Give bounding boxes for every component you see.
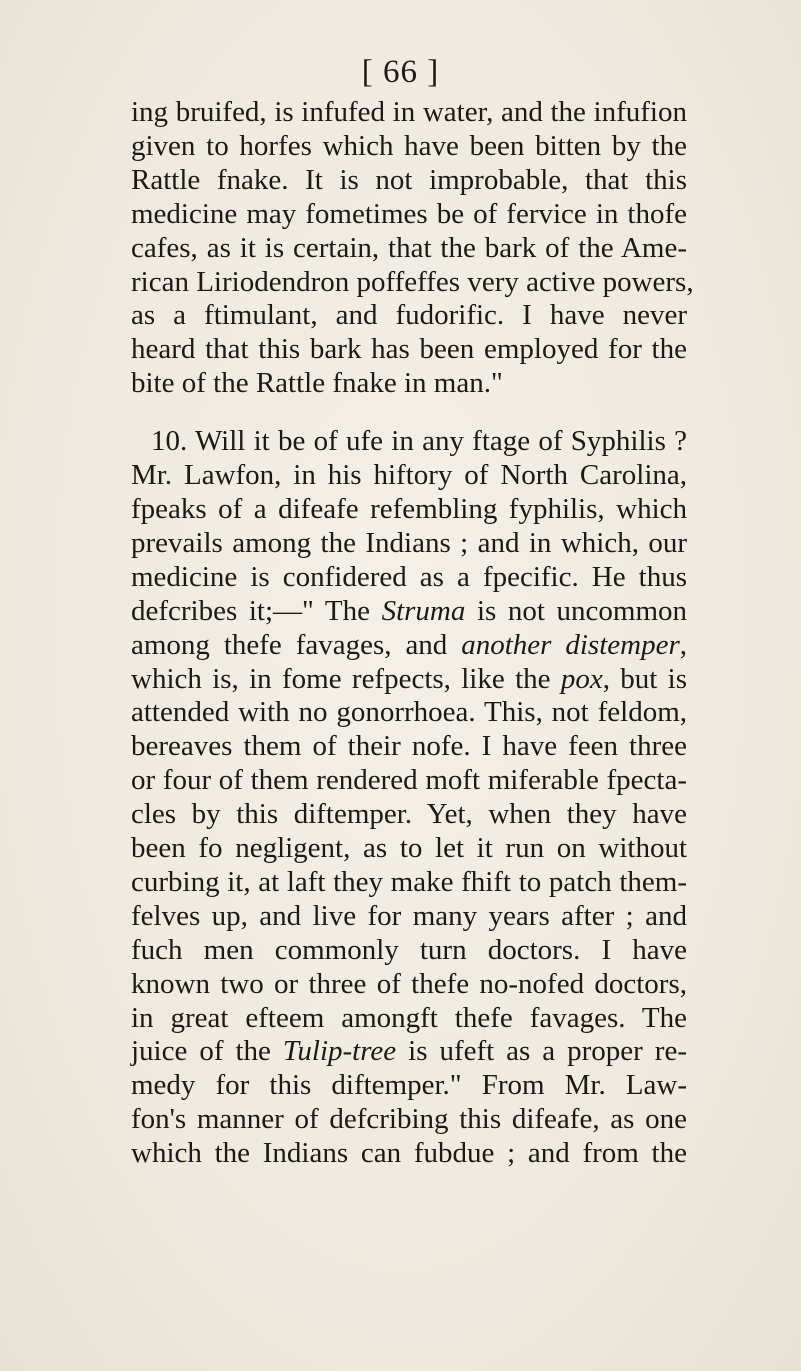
text-segment: or four of them rendered moft miferable fpecta- bbox=[131, 764, 687, 797]
text-segment: juice of the bbox=[131, 1035, 283, 1068]
text-line bbox=[131, 367, 687, 401]
paper-speck bbox=[446, 1336, 460, 1362]
text-segment: known two or three of thefe no-nofed doctors, bbox=[131, 967, 687, 1000]
text-segment: as a ftimulant, and fudorific. I have never bbox=[131, 299, 687, 332]
text-segment: attended with no gonorrhoea. This, not feldom, bbox=[131, 696, 687, 729]
text-line bbox=[131, 900, 687, 934]
body-text bbox=[131, 96, 694, 1171]
text-line bbox=[131, 232, 687, 266]
text-line bbox=[131, 561, 687, 595]
text-line bbox=[131, 832, 687, 866]
text-line bbox=[131, 425, 687, 459]
text-segment: is ufeft as a proper re- bbox=[396, 1035, 687, 1068]
page-number: [ 66 ] bbox=[361, 54, 440, 90]
text-segment: among thefe favages, and bbox=[131, 628, 462, 661]
text-segment: is not uncommon bbox=[465, 594, 687, 627]
text-line bbox=[131, 798, 687, 832]
text-line bbox=[131, 663, 687, 697]
text-segment-italic: pox bbox=[560, 662, 603, 695]
text-line bbox=[131, 1035, 687, 1069]
text-line bbox=[131, 595, 687, 629]
text-segment: felves up, and live for many years after ; and bbox=[131, 899, 687, 932]
text-line bbox=[131, 164, 687, 198]
text-segment: heard that this bark has been employed for the bbox=[131, 333, 687, 366]
text-line bbox=[131, 629, 687, 663]
text-line bbox=[131, 265, 694, 300]
text-segment: , bbox=[679, 628, 687, 661]
text-line bbox=[131, 96, 687, 130]
text-line bbox=[131, 730, 687, 764]
text-line bbox=[131, 764, 687, 798]
text-line bbox=[131, 130, 687, 164]
text-segment: curbing it, at laft they make fhift to patch them- bbox=[131, 865, 687, 898]
text-line bbox=[131, 333, 687, 367]
text-line bbox=[131, 1103, 687, 1137]
text-segment: been fo negligent, as to let it run on without bbox=[131, 832, 687, 865]
text-segment: cles by this diftemper. Yet, when they have bbox=[131, 798, 687, 831]
text-line bbox=[131, 1137, 687, 1171]
text-segment: Mr. Lawfon, in his hiftory of North Carolina, bbox=[131, 459, 687, 492]
text-segment: bite of the Rattle fnake in man." bbox=[131, 367, 503, 400]
paragraph-2 bbox=[131, 425, 687, 1171]
text-line bbox=[131, 866, 687, 900]
paragraph-gap bbox=[131, 401, 687, 425]
text-line bbox=[131, 198, 687, 232]
text-segment-italic: Tulip-tree bbox=[282, 1035, 397, 1068]
paragraph-1 bbox=[131, 96, 694, 401]
text-segment: medicine may fometimes be of fervice in thofe bbox=[131, 197, 687, 230]
text-line bbox=[131, 459, 687, 493]
text-segment: in great efteem amongft thefe favages. The bbox=[131, 1001, 687, 1034]
text-segment: rican Liriodendron poffeffes very active powers, bbox=[131, 265, 694, 298]
text-segment: fuch men commonly turn doctors. I have bbox=[131, 933, 687, 966]
text-line bbox=[131, 934, 687, 968]
text-segment: 10. Will it be of ufe in any ftage of Syphilis ? bbox=[151, 425, 687, 458]
text-segment-italic: Struma bbox=[381, 594, 466, 627]
text-segment: Rattle fnake. It is not improbable, that this bbox=[131, 163, 687, 196]
text-segment: bereaves them of their nofe. I have feen three bbox=[131, 730, 687, 763]
text-segment: cafes, as it is certain, that the bark of the Ame- bbox=[131, 231, 687, 264]
text-segment: medicine is confidered as a fpecific. He thus bbox=[131, 560, 687, 593]
text-segment: fpeaks of a difeafe refembling fyphilis, which bbox=[131, 492, 687, 525]
text-segment: which the Indians can fubdue ; and from the bbox=[131, 1137, 687, 1170]
text-line bbox=[131, 493, 687, 527]
text-line bbox=[131, 968, 687, 1002]
text-line bbox=[131, 696, 687, 730]
text-segment: given to horfes which have been bitten by the bbox=[131, 129, 687, 162]
text-line bbox=[131, 527, 687, 561]
text-line bbox=[131, 1069, 687, 1103]
text-segment-italic: another distemper bbox=[461, 628, 680, 661]
text-line bbox=[131, 299, 687, 333]
text-segment: which is, in fome refpects, like the bbox=[131, 662, 561, 695]
text-segment: medy for this diftemper." From Mr. Law- bbox=[131, 1069, 687, 1102]
text-segment: ing bruifed, is infufed in water, and the infufion bbox=[131, 96, 687, 128]
text-segment: defcribes it;—" The bbox=[131, 594, 382, 627]
text-segment: prevails among the Indians ; and in which, our bbox=[131, 526, 687, 559]
text-segment: , but is bbox=[602, 662, 688, 695]
text-line bbox=[131, 1002, 687, 1036]
text-segment: fon's manner of defcribing this difeafe, as one bbox=[131, 1103, 687, 1136]
